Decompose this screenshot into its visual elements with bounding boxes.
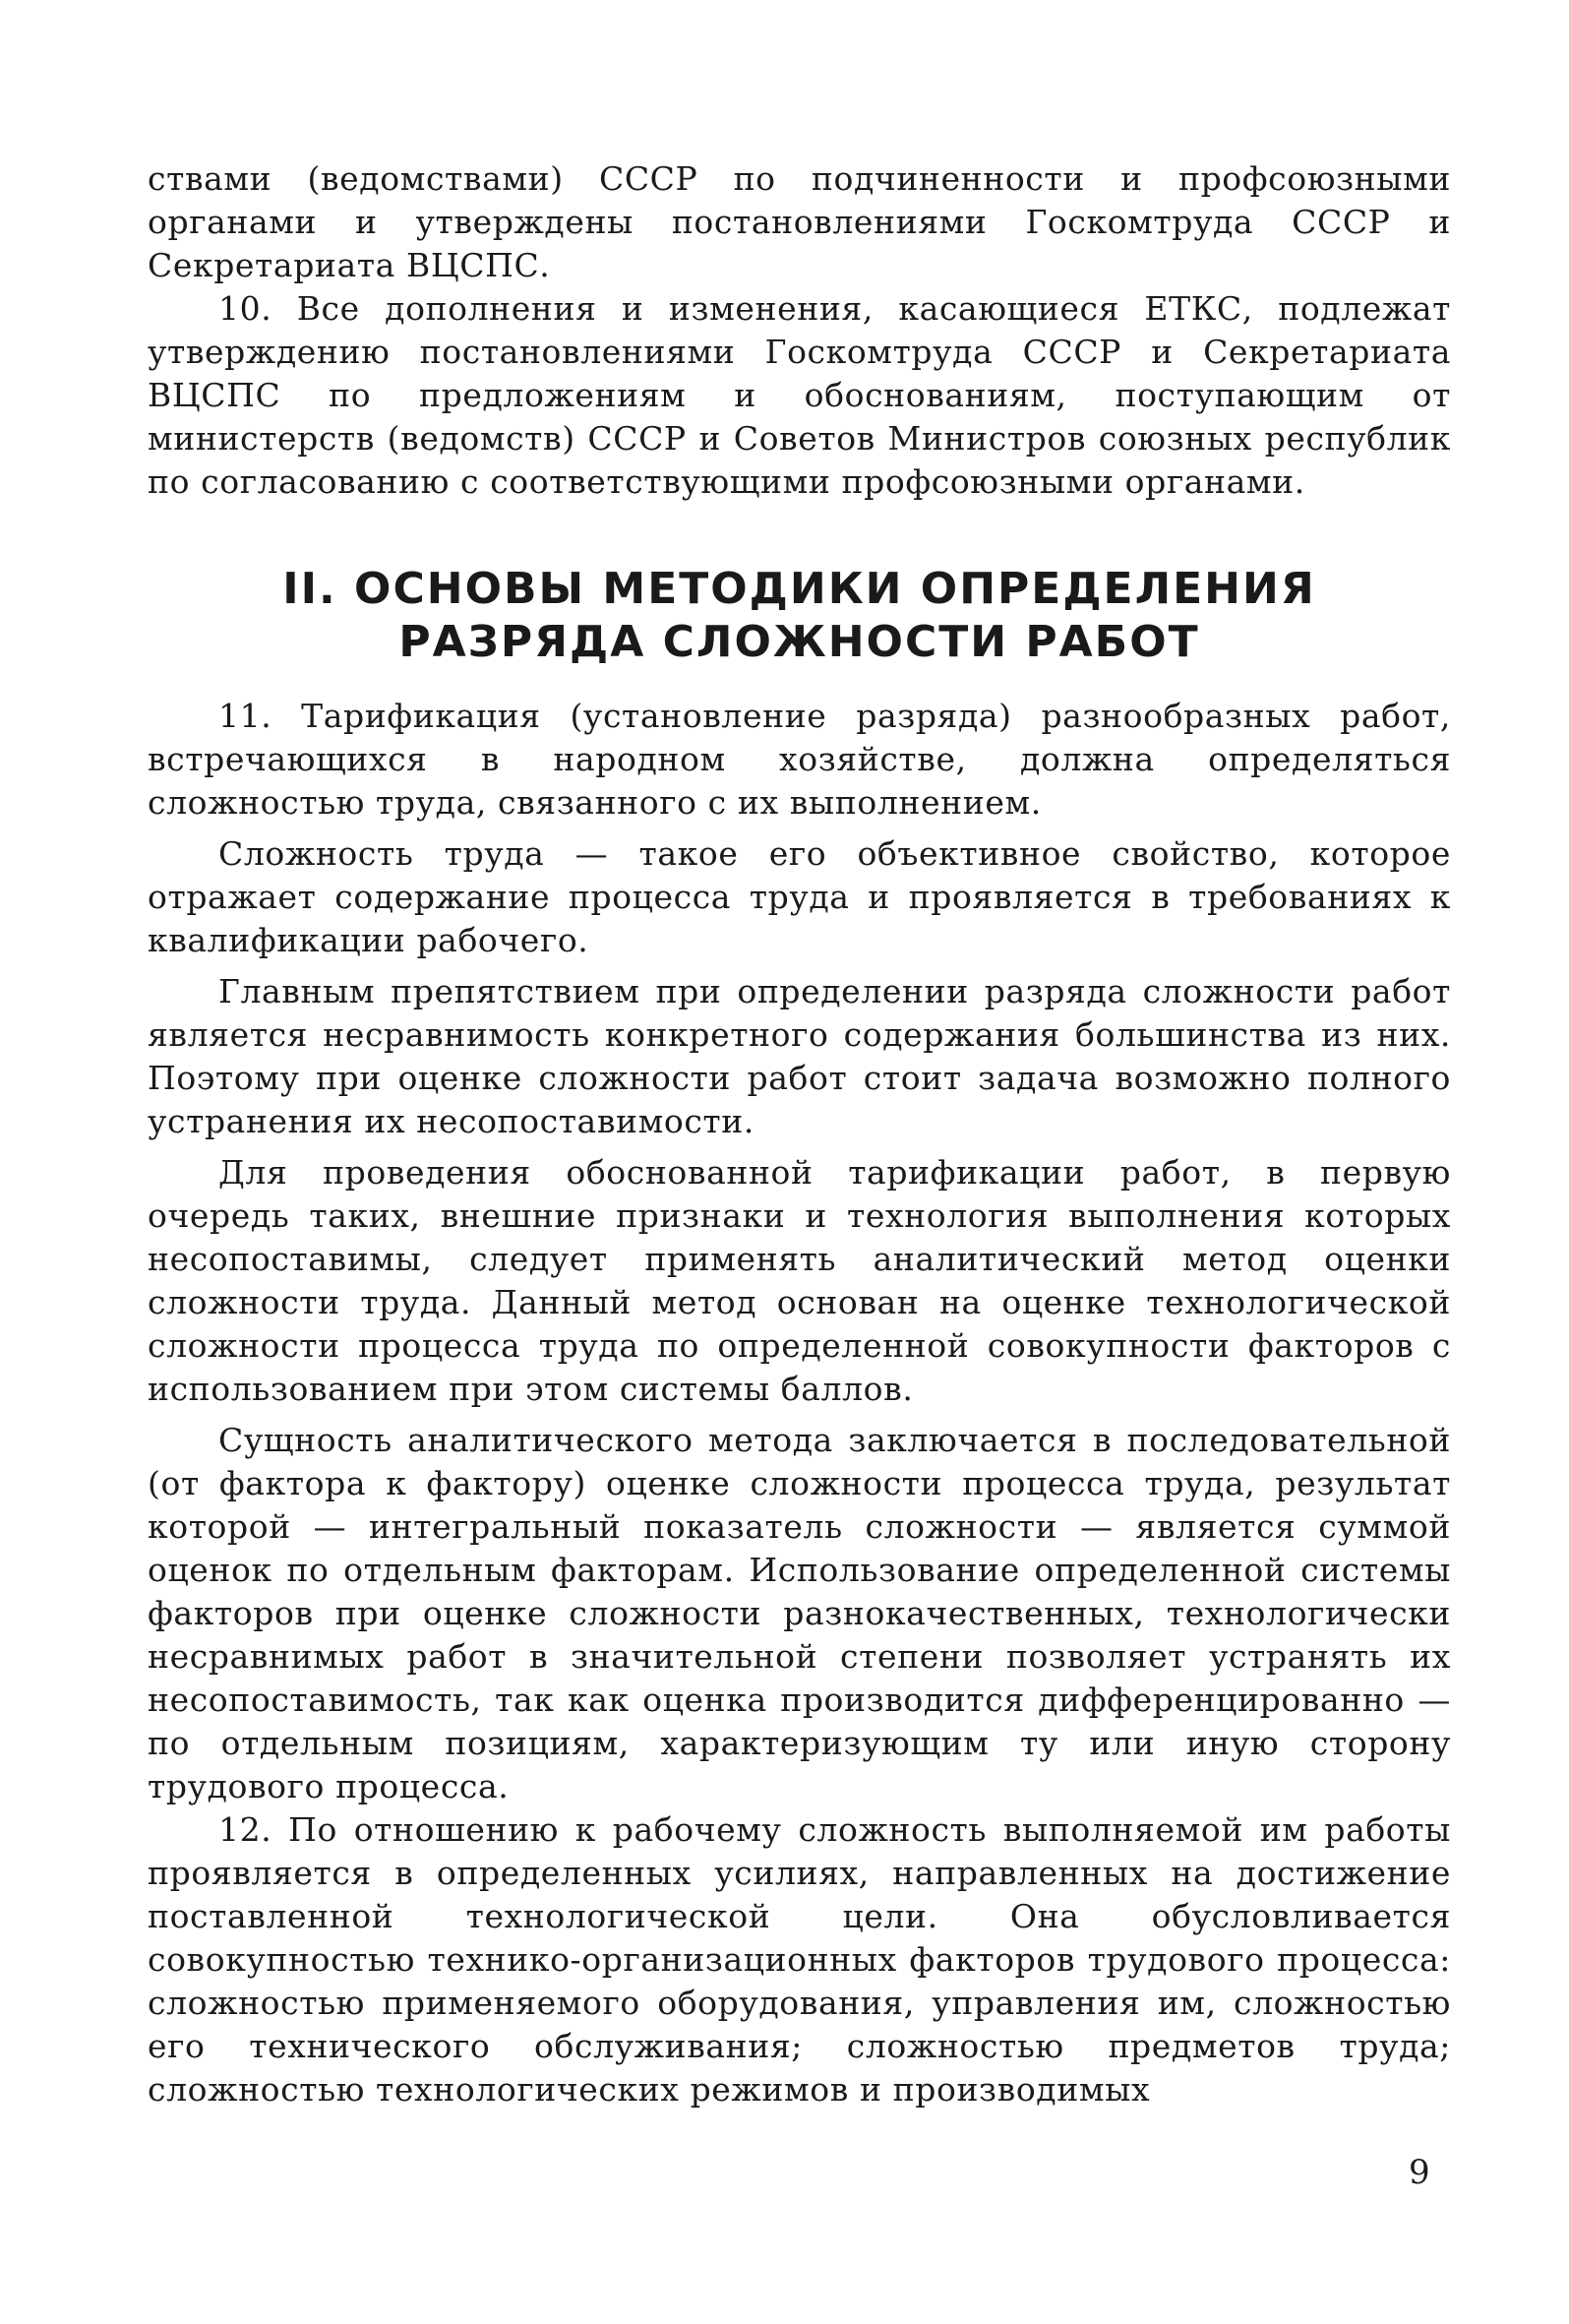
paragraph-method: Для проведения обоснованной тарификации работ, в первую очередь таких, внешние признаки и технология выполнения которых несопоставимы, следует применять аналитический метод оценки сложности труда. Данный метод основан на оценке технологической сложности процесса труда по определенной совокупности факторов с использованием при этом системы баллов.	[148, 1153, 1451, 1408]
document-page	[148, 157, 1451, 2111]
section-heading-line-2: РАЗРЯДА СЛОЖНОСТИ РАБОТ	[398, 617, 1200, 667]
page-number: 9	[1409, 2153, 1430, 2192]
paragraph-11: 11. Тарификация (установление разряда) разнообразных работ, встречающихся в народном хозяйстве, должна определяться сложностью труда, связанного с их выполнением.	[148, 697, 1451, 822]
paragraph-essence: Сущность аналитического метода заключается в последовательной (от фактора к фактору) оценке сложности процесса труда, результат которой — интегральный показатель сложности — является суммой оценок по отдельным факторам. Использование определенной системы факторов при оценке сложности разнокачественных, технологически несравнимых работ в значительной степени позволяет устранять их несопоставимость, так как оценка производится дифференцированно — по отдельным позициям, характеризующим ту или иную сторону трудового процесса.	[148, 1421, 1451, 1805]
section-heading	[148, 563, 1451, 669]
paragraph-10: 10. Все дополнения и изменения, касающиеся ЕТКС, подлежат утверждению постановлениями Госкомтруда СССР и Секретариата ВЦСПС по предложениям и обоснованиям, поступающим от министерств (ведомств) СССР и Советов Министров союзных республик по согласованию с соответствующими профсоюзными органами.	[148, 289, 1451, 501]
paragraph-12: 12. По отношению к рабочему сложность выполняемой им работы проявляется в определенных усилиях, направленных на достижение поставленной технологической цели. Она обусловливается совокупностью технико-организационных факторов трудового процесса: сложностью применяемого оборудования, управления им, сложностью его технического обслуживания; сложностью предметов труда; сложностью технологических режимов и производимых	[148, 1810, 1451, 2109]
paragraph-obstacle: Главным препятствием при определении разряда сложности работ является несравнимость конкретного содержания большинства из них. Поэтому при оценке сложности работ стоит задача возможно полного устранения их несопоставимости.	[148, 972, 1451, 1140]
intro-paragraph: ствами (ведомствами) СССР по подчиненности и профсоюзными органами и утверждены постановлениями Госкомтруда СССР и Секретариата ВЦСПС.	[148, 159, 1451, 284]
paragraph-complexity: Сложность труда — такое его объективное свойство, которое отражает содержание процесса труда и проявляется в требованиях к квалификации рабочего.	[148, 834, 1451, 959]
section-heading-line-1: II. ОСНОВЫ МЕТОДИКИ ОПРЕДЕЛЕНИЯ	[282, 564, 1316, 614]
